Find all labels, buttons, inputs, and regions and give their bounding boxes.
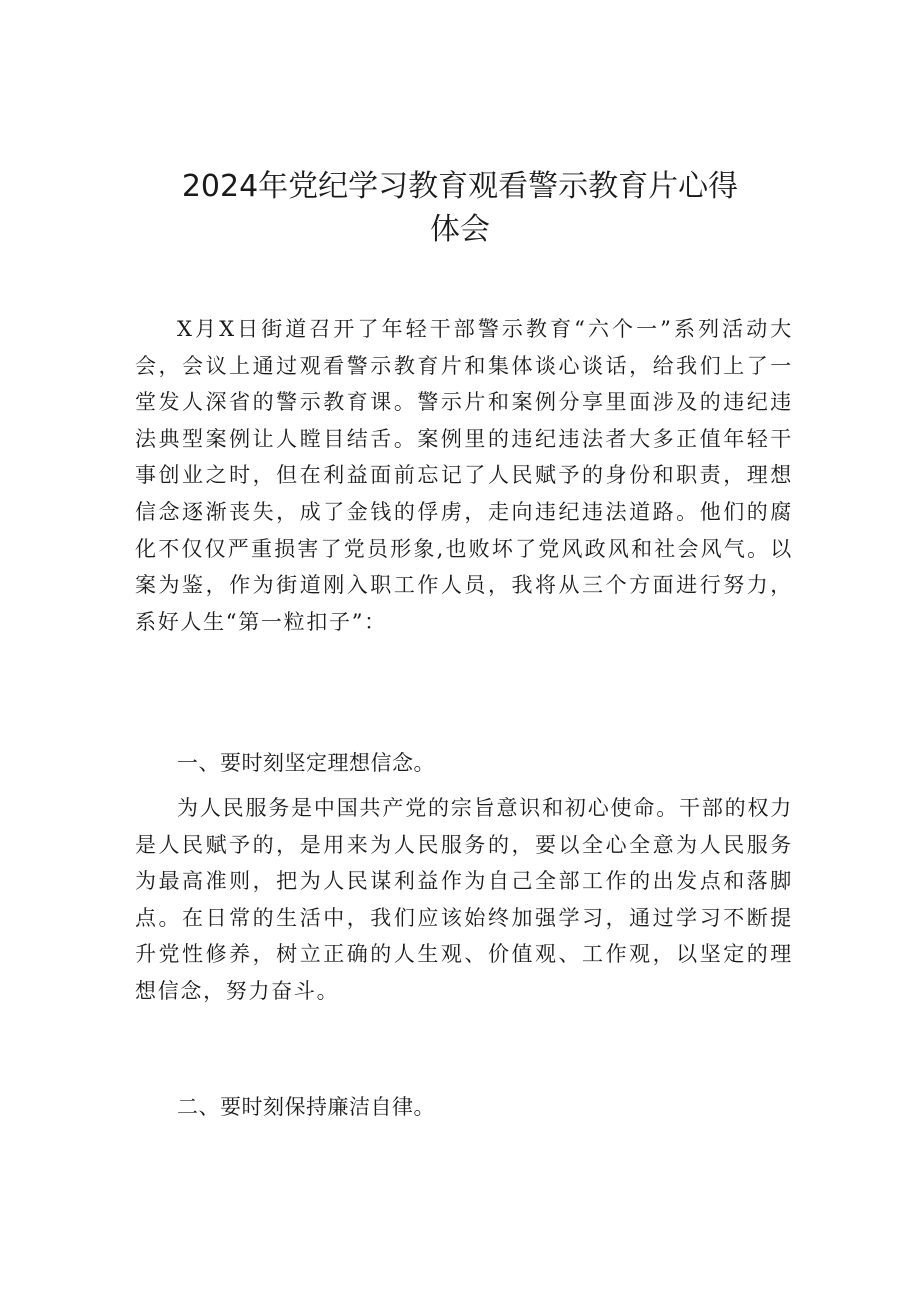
title-line-1: 2024年党纪学习教育观看警示教育片心得 (181, 169, 739, 204)
section-heading-2: 二、要时刻保持廉洁自律。 (177, 1095, 435, 1119)
paragraph-section-1: 为人民服务是中国共产党的宗旨意识和初心使命。干部的权力是人民赋予的，是用来为人民服务的，要以全心全意为人民服务为最高准则，把为人民谋利益作为自己全部工作的出发点和落脚点。在日常的生活中，我们应该始终加强学习，通过学习不断提升党性修养，树立正确的人生观、价值观、工作观，以坚定的理想信念，努力奋斗。 (135, 796, 793, 1003)
paragraph-intro: X月X日街道召开了年轻干部警示教育“六个一”系列活动大会，会议上通过观看警示教育片和集体谈心谈话，给我们上了一堂发人深省的警示教育课。警示片和案例分享里面涉及的违纪违法典型案例让人瞠目结舌。案例里的违纪违法者大多正值年轻干事创业之时，但在利益面前忘记了人民赋予的身份和职责，理想信念逐渐丧失，成了金钱的俘虏，走向违纪违法道路。他们的腐化不仅仅严重损害了党员形象,也败坏了党风政风和社会风气。以案为鉴，作为街道刚入职工作人员，我将从三个方面进行努力，系好人生“第一粒扣子”： (135, 317, 793, 634)
section-heading-1: 一、要时刻坚定理想信念。 (177, 751, 435, 775)
document-title (135, 165, 785, 251)
title-line-2: 体会 (430, 212, 490, 247)
